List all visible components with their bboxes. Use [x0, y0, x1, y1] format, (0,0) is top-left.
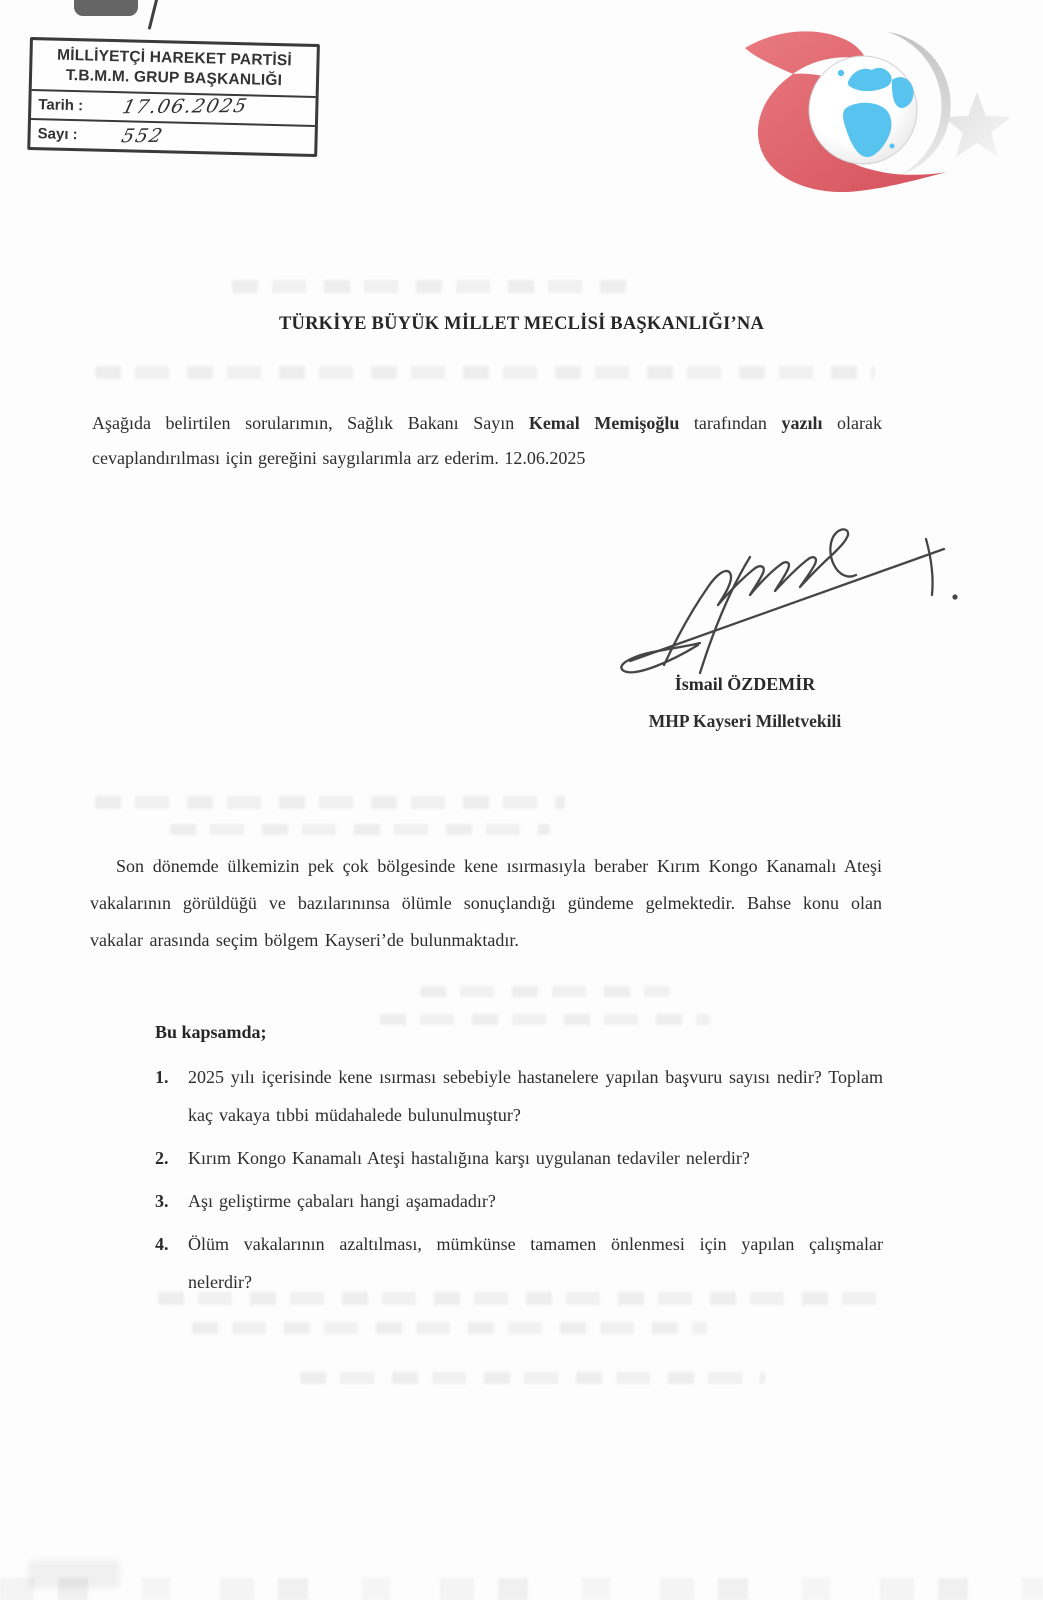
bleedthrough-artifact	[95, 796, 565, 809]
globe-icon	[809, 56, 917, 164]
scope-heading: Bu kapsamda;	[155, 1022, 267, 1042]
receipt-stamp	[27, 37, 320, 157]
scan-noise-band	[0, 1578, 1043, 1600]
bleedthrough-artifact	[95, 366, 875, 379]
bleedthrough-artifact	[170, 824, 550, 835]
minister-name: Kemal Memişoğlu	[528, 413, 680, 433]
request-text-post: olarak cevaplandırılması için gereğini saygılarımla arz ederim. 12.06.2025	[92, 413, 882, 468]
bleedthrough-artifact	[420, 986, 670, 997]
stamp-header	[32, 40, 317, 96]
silver-star-icon	[943, 92, 1011, 157]
question-text: 2025 yılı içerisinde kene ısırması sebebiyle hastanelere yapılan başvuru sayısı nedir? Toplam kaç vakaya tıbbi müdahalede bulunulmuştur?	[188, 1067, 883, 1125]
news-agency-logo	[722, 26, 1014, 192]
bleedthrough-artifact	[232, 280, 627, 293]
stamp-number-label: Sayı :	[37, 125, 78, 144]
question-item	[155, 1139, 883, 1177]
question-text: Aşı geliştirme çabaları hangi aşamadadır?	[188, 1191, 496, 1211]
signer-role: MHP Kayseri Milletvekili	[648, 711, 842, 731]
question-number: 3.	[155, 1191, 169, 1211]
bleedthrough-artifact	[380, 1014, 710, 1025]
signer-name: İsmail ÖZDEMİR	[674, 674, 816, 694]
stamp-org-line2: T.B.M.M. GRUP BAŞKANLIĞI	[65, 66, 283, 90]
question-text: Ölüm vakalarının azaltılması, mümkünse tamamen önlenmesi için yapılan çalışmalar nelerdir?	[188, 1234, 883, 1292]
question-item	[155, 1182, 883, 1220]
body-paragraph: Son dönemde ülkemizin pek çok bölgesinde kene ısırmasıyla beraber Kırım Kongo Kanamalı Ateşi vakalarının görüldüğü ve bazılarınınsa ölümle sonuçlandığı gündeme gelmektedir. Bahse konu olan vakalar arasında seçim bölgem Kayseri’de bulunmaktadır.	[90, 856, 882, 950]
stamp-number-value: 552	[119, 124, 166, 147]
scan-slash-mark	[148, 0, 160, 30]
request-paragraph	[92, 406, 882, 476]
bleedthrough-artifact	[192, 1322, 707, 1334]
question-text: Kırım Kongo Kanamalı Ateşi hastalığına karşı uygulanan tedaviler nelerdir?	[188, 1148, 750, 1168]
question-number: 4.	[155, 1234, 169, 1254]
stamp-date-value: 17.06.2025	[120, 94, 251, 118]
question-item	[155, 1058, 883, 1134]
stamp-number-row	[30, 118, 315, 154]
question-list	[155, 1058, 883, 1306]
question-number: 1.	[155, 1067, 169, 1087]
document-title: TÜRKİYE BÜYÜK MİLLET MECLİSİ BAŞKANLIĞI’NA	[278, 314, 765, 334]
request-text-pre: Aşağıda belirtilen sorularımın, Sağlık Bakanı Sayın	[92, 413, 529, 433]
question-item	[155, 1225, 883, 1301]
question-number: 2.	[155, 1148, 169, 1168]
stamp-org-line1: MİLLİYETÇİ HAREKET PARTİSİ	[56, 46, 293, 70]
bleedthrough-artifact	[300, 1372, 765, 1384]
scan-corner-mark	[74, 0, 138, 16]
stamp-date-label: Tarih :	[38, 96, 84, 115]
request-emphasis: yazılı	[781, 413, 823, 433]
signer-block	[585, 674, 905, 732]
request-text-mid: tarafından	[679, 413, 782, 433]
signature	[600, 515, 970, 680]
